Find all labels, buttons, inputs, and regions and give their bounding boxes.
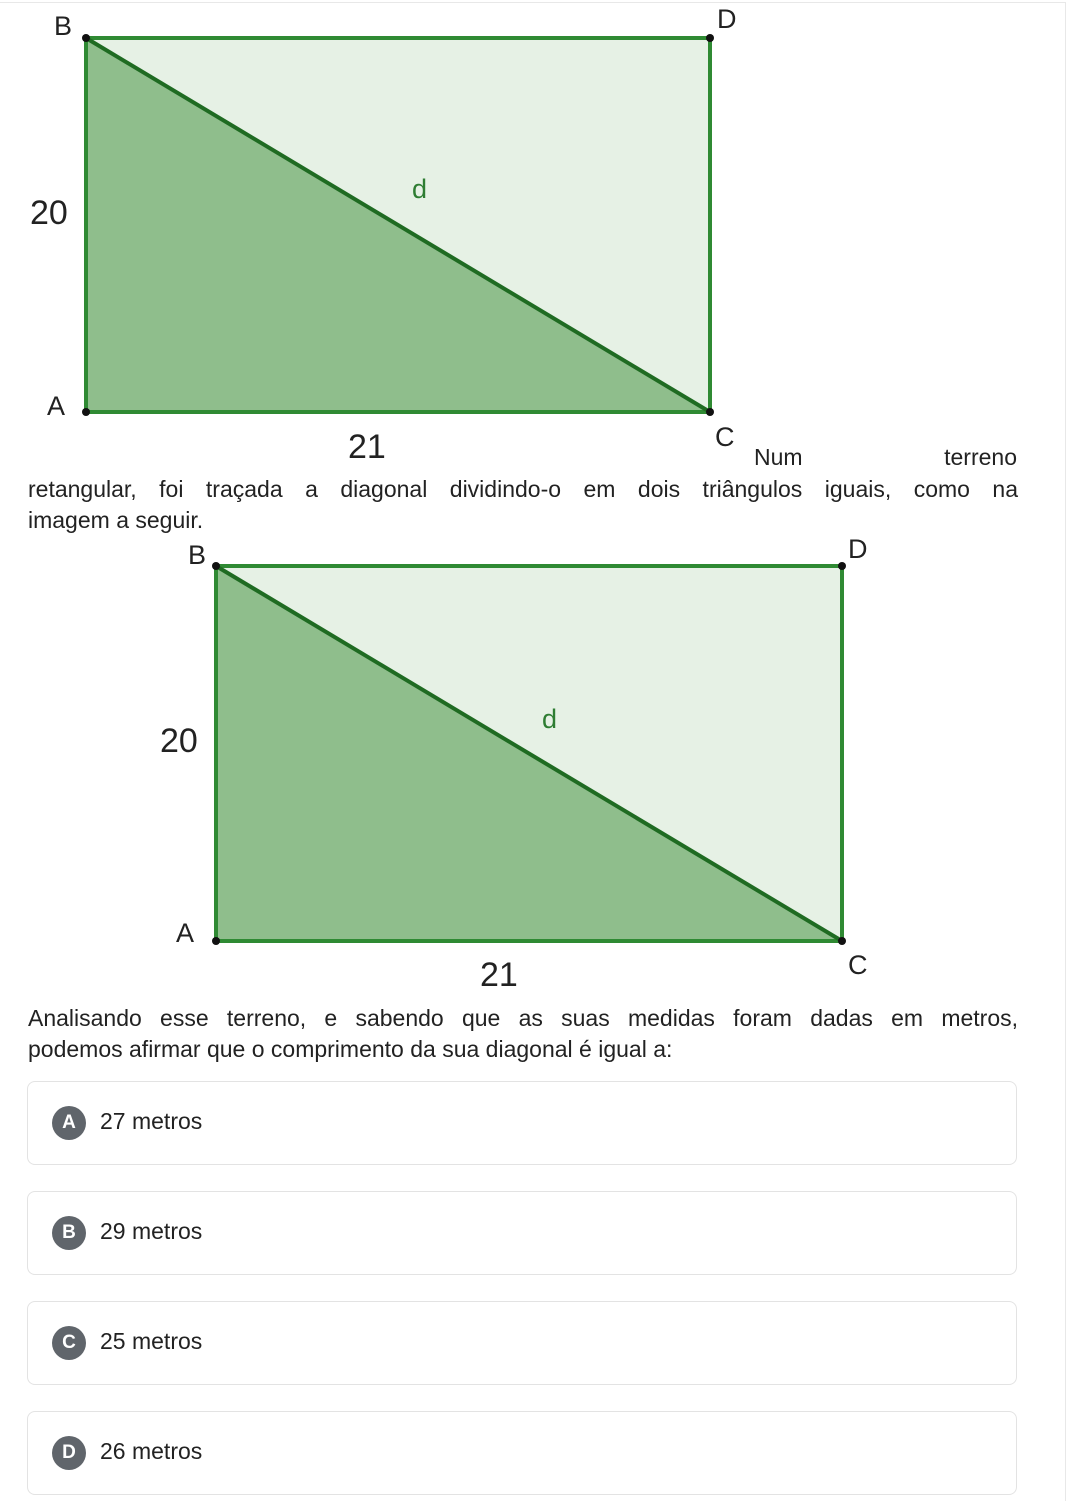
question-line-1: Analisando esse terreno, e sabendo que as suas medidas foram dadas em metros, <box>28 1005 1018 1031</box>
option-d-text: 26 metros <box>100 1438 203 1464</box>
vertex-c-label: C <box>715 422 735 452</box>
option-c-letter-badge: C <box>52 1326 86 1360</box>
intro-line-1: retangular, foi traçada a diagonal dividindo-o em dois triângulos iguais, como na <box>28 476 1018 502</box>
vertex-c-point <box>706 408 714 416</box>
vertex-a-point <box>212 937 220 945</box>
option-b-text: 29 metros <box>100 1218 203 1244</box>
vertex-d-point <box>838 562 846 570</box>
option-b-button[interactable] <box>27 1191 1017 1275</box>
option-d-button[interactable] <box>27 1411 1017 1495</box>
vertex-d-label: D <box>717 4 737 34</box>
option-d-letter-badge: D <box>52 1436 86 1470</box>
rectangle-figure-bottom <box>140 530 900 1000</box>
option-a-text: 27 metros <box>100 1108 203 1134</box>
right-divider <box>1065 2 1066 1501</box>
option-c-button[interactable] <box>27 1301 1017 1385</box>
vertex-c-label: C <box>848 950 868 980</box>
option-a-button[interactable] <box>27 1081 1017 1165</box>
question-line-2: podemos afirmar que o comprimento da sua diagonal é igual a: <box>28 1036 673 1062</box>
width-label: 21 <box>480 956 518 994</box>
vertex-d-label: D <box>848 534 868 564</box>
option-c-text: 25 metros <box>100 1328 203 1354</box>
rectangle-figure-top <box>0 0 760 470</box>
intro-inline-start: Num <box>754 444 803 470</box>
intro-line-2: imagem a seguir. <box>28 507 204 533</box>
vertex-a-point <box>82 408 90 416</box>
intro-inline-end: terreno <box>944 444 1017 470</box>
width-label: 21 <box>348 428 386 466</box>
vertex-d-point <box>706 34 714 42</box>
option-a-letter-badge: A <box>52 1106 86 1140</box>
option-b-letter-badge: B <box>52 1216 86 1250</box>
vertex-b-label: B <box>188 540 207 570</box>
height-label: 20 <box>160 722 198 760</box>
vertex-a-label: A <box>47 391 66 421</box>
diagonal-label: d <box>412 174 428 204</box>
vertex-b-point <box>82 34 90 42</box>
vertex-c-point <box>838 937 846 945</box>
diagonal-label: d <box>542 704 558 734</box>
vertex-b-label: B <box>54 11 73 41</box>
vertex-b-point <box>212 562 220 570</box>
vertex-a-label: A <box>176 918 195 948</box>
height-label: 20 <box>30 194 68 232</box>
